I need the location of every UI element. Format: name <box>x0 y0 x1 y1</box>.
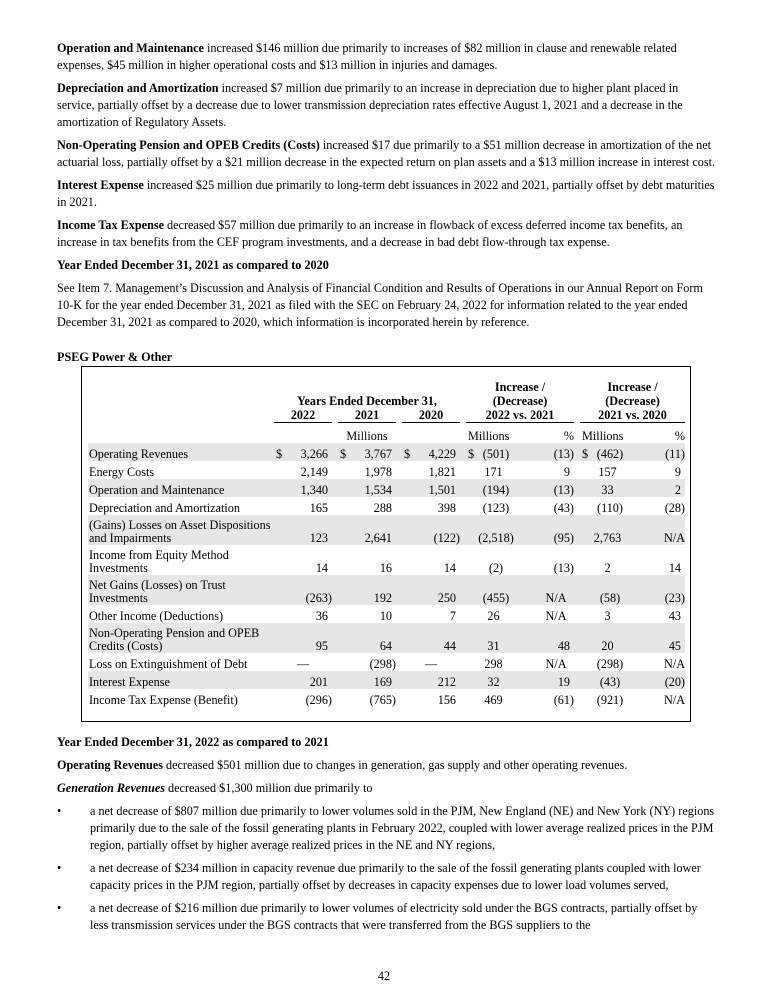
cell-p2: N/A <box>664 657 685 671</box>
cell-v2021: 288 <box>373 501 392 515</box>
cell-p2: N/A <box>664 693 685 707</box>
row-label: Income Tax Expense (Benefit) <box>89 693 238 707</box>
cell-d2: (43) <box>599 675 621 689</box>
paragraph-interest-expense: Interest Expense increased $25 million due primarily to long-term debt issuances in 2022 and 2021, partially offset by debt maturities in 2021. <box>57 178 715 209</box>
cell-d2: (298) <box>596 657 624 671</box>
cell-p1: (61) <box>553 693 574 707</box>
cell-v2021: (298) <box>369 657 396 671</box>
cell-v2022: 36 <box>315 609 328 623</box>
cell-v2022: 95 <box>315 639 328 653</box>
units-row: Millions Millions % Millions % <box>346 429 685 443</box>
cell-d2: 157 <box>598 465 617 479</box>
table-row <box>88 689 685 707</box>
paragraph-2021-reference: See Item 7. Management’s Discussion and Analysis of Financial Condition and Results of Operations in our Annual Report on Form 10-K for the year ended December 31, 2021 as filed with the SEC on February 24, 2022 for information related to the year ended December 31, 2021 as compared to 2020, which information is incorporated herein by reference. <box>57 281 703 329</box>
table-row <box>88 461 685 479</box>
cell-p1: N/A <box>545 657 567 671</box>
header-row-3: 2022 2021 2020 2022 vs. 2021 2021 vs. 2020 <box>88 408 685 423</box>
cell-v2020: 44 <box>443 639 456 653</box>
row-label: Energy Costs <box>89 465 155 479</box>
table-row <box>88 443 685 461</box>
cell-d2: (58) <box>599 591 621 605</box>
cell-v2020: — <box>424 657 438 671</box>
cell-v2020: 250 <box>437 591 456 605</box>
currency-symbol: $ <box>340 447 347 461</box>
cell-v2021: 169 <box>373 675 392 689</box>
row-label: Depreciation and Amortization <box>89 501 240 515</box>
heading-2021-vs-2020: Year Ended December 31, 2021 as compared to 2020 <box>57 258 329 272</box>
cell-p1: N/A <box>545 609 567 623</box>
paragraph-income-tax: Income Tax Expense decreased $57 million due primarily to an increase in flowback of excess deferred income tax benefits, an increase in tax benefits from the CEF program investments, and a decrease in bad debt flow-through tax expense. <box>57 218 683 249</box>
paragraph-operation-maintenance: Operation and Maintenance increased $146 million due primarily to increases of $82 million in clause and renewable related expenses, $45 million in higher operational costs and $13 million in injuries and damages. <box>57 41 677 72</box>
cell-d1: 171 <box>484 465 503 479</box>
page-number: 42 <box>377 969 391 983</box>
cell-d2: (921) <box>596 693 624 707</box>
cell-v2021: 1,978 <box>364 465 392 479</box>
cell-p1: (43) <box>553 501 574 515</box>
cell-v2022: 123 <box>309 531 328 545</box>
table-row <box>88 653 685 671</box>
cell-p2: 14 <box>668 561 681 575</box>
cell-p1: 19 <box>557 675 570 689</box>
table-row <box>88 575 685 605</box>
cell-v2021: 192 <box>373 591 392 605</box>
cell-v2021: 1,534 <box>364 483 392 497</box>
cell-v2021: 3,767 <box>364 447 392 461</box>
bullet-icon: • <box>57 901 62 915</box>
cell-p1: (13) <box>553 483 574 497</box>
cell-v2021: (765) <box>369 693 396 707</box>
cell-v2020: 7 <box>449 609 456 623</box>
header-row-2: Years Ended December 31, (Decrease) (Decrease) <box>297 394 660 408</box>
cell-d1: 26 <box>487 609 500 623</box>
cell-v2021: 16 <box>379 561 392 575</box>
cell-p1: (13) <box>553 561 574 575</box>
cell-v2020: (122) <box>433 531 460 545</box>
row-label: Operating Revenues <box>88 443 274 461</box>
cell-p2: 2 <box>674 483 681 497</box>
cell-v2021: 10 <box>379 609 392 623</box>
cell-v2022: 201 <box>309 675 328 689</box>
cell-d1: 32 <box>487 675 500 689</box>
bullet-icon: • <box>57 804 62 818</box>
cell-d1: (2) <box>488 561 504 575</box>
cell-v2022: — <box>296 657 310 671</box>
cell-v2022: 1,340 <box>300 483 328 497</box>
cell-p2: (11) <box>665 447 685 461</box>
cell-v2022: 14 <box>315 561 328 575</box>
paragraph-depreciation: Depreciation and Amortization increased $7 million due primarily to an increase in depreciation due to higher plant placed in service, partially offset by a decrease due to lower transmission depreciation rates effective August 1, 2021 and a decrease in the amortization of Regulatory Assets. <box>57 81 683 129</box>
row-label: (Gains) Losses on Asset Dispositions and Impairments <box>88 515 274 545</box>
cell-p2: 45 <box>668 639 681 653</box>
cell-d2: 2,763 <box>593 531 622 545</box>
row-label: Net Gains (Losses) on Trust Investments <box>88 575 274 605</box>
cell-v2020: 156 <box>437 693 456 707</box>
cell-p1: N/A <box>545 591 567 605</box>
cell-d1: 31 <box>487 639 500 653</box>
row-label: Interest Expense <box>88 671 274 689</box>
paragraph-pension: Non-Operating Pension and OPEB Credits (Costs) increased $17 due primarily to a $51 million decrease in amortization of the net actuarial loss, partially offset by a $21 million decrease in the expected return on plan assets and a $13 million increase in interest cost. <box>57 138 716 169</box>
row-label: Other Income (Deductions) <box>89 609 224 623</box>
lower-section <box>57 734 717 940</box>
cell-d2: 3 <box>604 609 611 623</box>
cell-v2020: 14 <box>443 561 456 575</box>
document-page <box>57 40 717 372</box>
table-row <box>88 497 685 515</box>
cell-p2: 9 <box>674 465 681 479</box>
cell-d2: (110) <box>597 501 623 515</box>
cell-d2: (462) <box>596 447 624 461</box>
cell-p1: 48 <box>557 639 570 653</box>
header-row-1: Increase / Increase / <box>494 380 658 394</box>
row-label: Loss on Extinguishment of Debt <box>89 657 248 671</box>
currency-symbol: $ <box>404 447 411 461</box>
cell-d1: (194) <box>482 483 510 497</box>
bullet-item: • a net decrease of $216 million due primarily to lower volumes of electricity sold under the BGS contracts, partially offset by less transmission services under the BGS contracts that were transferred from the BGS suppliers to the <box>57 901 698 932</box>
cell-v2020: 4,229 <box>428 447 456 461</box>
table-row <box>88 605 685 623</box>
row-label: Income from Equity Method Investments <box>89 548 229 575</box>
currency-symbol: $ <box>276 447 283 461</box>
cell-p2: N/A <box>664 531 685 545</box>
bullet-icon: • <box>57 861 62 875</box>
cell-v2020: 1,501 <box>428 483 456 497</box>
cell-p2: (28) <box>664 501 685 515</box>
cell-p2: 43 <box>668 609 681 623</box>
bullet-item: • a net decrease of $234 million in capacity revenue due primarily to the sale of the fossil generating plants coupled with lower capacity prices in the PJM region, partially offset by decreases in capacity expenses due to lower load volumes served, <box>57 861 701 892</box>
cell-v2022: 165 <box>309 501 328 515</box>
section-title: PSEG Power & Other <box>57 350 173 364</box>
currency-symbol: $ <box>582 447 589 461</box>
paragraph-generation-revenues: Generation Revenues decreased $1,300 million due primarily to <box>57 781 373 795</box>
cell-p1: (13) <box>553 447 574 461</box>
paragraph-operating-revenues: Operating Revenues decreased $501 million due to changes in generation, gas supply and other operating revenues. <box>57 758 628 772</box>
financial-table-box <box>81 366 691 722</box>
row-label: Non-Operating Pension and OPEB Credits (Costs) <box>88 623 274 653</box>
heading-2022-vs-2021: Year Ended December 31, 2022 as compared to 2021 <box>57 735 329 749</box>
cell-d1: (455) <box>482 591 510 605</box>
table-row <box>88 545 685 575</box>
currency-symbol: $ <box>468 447 475 461</box>
cell-d2: 33 <box>601 483 614 497</box>
cell-p1: (95) <box>553 531 574 545</box>
table-row <box>88 479 685 497</box>
cell-d2: 20 <box>601 639 614 653</box>
cell-v2022: 2,149 <box>300 465 328 479</box>
table-row <box>88 515 685 545</box>
cell-d1: 469 <box>484 693 503 707</box>
financial-table <box>88 380 685 707</box>
bullet-item: • a net decrease of $807 million due primarily to lower volumes sold in the PJM, New England (NE) and New York (NY) regions primarily due to the sale of the fossil generating plants in February 2022, coupled with lower average realized prices in the PJM region, partially offset by higher average realized prices in the NE and NY regions, <box>57 804 715 852</box>
row-label: Operation and Maintenance <box>88 479 274 497</box>
cell-v2020: 212 <box>437 675 456 689</box>
cell-v2020: 398 <box>437 501 456 515</box>
cell-p1: 9 <box>563 465 570 479</box>
table-row <box>88 623 685 653</box>
cell-v2022: (296) <box>305 693 332 707</box>
cell-d1: 298 <box>484 657 503 671</box>
cell-v2022: (263) <box>305 591 332 605</box>
cell-v2020: 1,821 <box>428 465 456 479</box>
cell-d2: 2 <box>604 561 611 575</box>
cell-v2021: 2,641 <box>364 531 392 545</box>
cell-d1: (501) <box>482 447 510 461</box>
cell-p2: (20) <box>664 675 685 689</box>
table-row <box>88 671 685 689</box>
cell-v2021: 64 <box>379 639 392 653</box>
cell-d1: (123) <box>482 501 510 515</box>
cell-d1: (2,518) <box>478 531 514 545</box>
cell-p2: (23) <box>664 591 685 605</box>
cell-v2022: 3,266 <box>300 447 328 461</box>
